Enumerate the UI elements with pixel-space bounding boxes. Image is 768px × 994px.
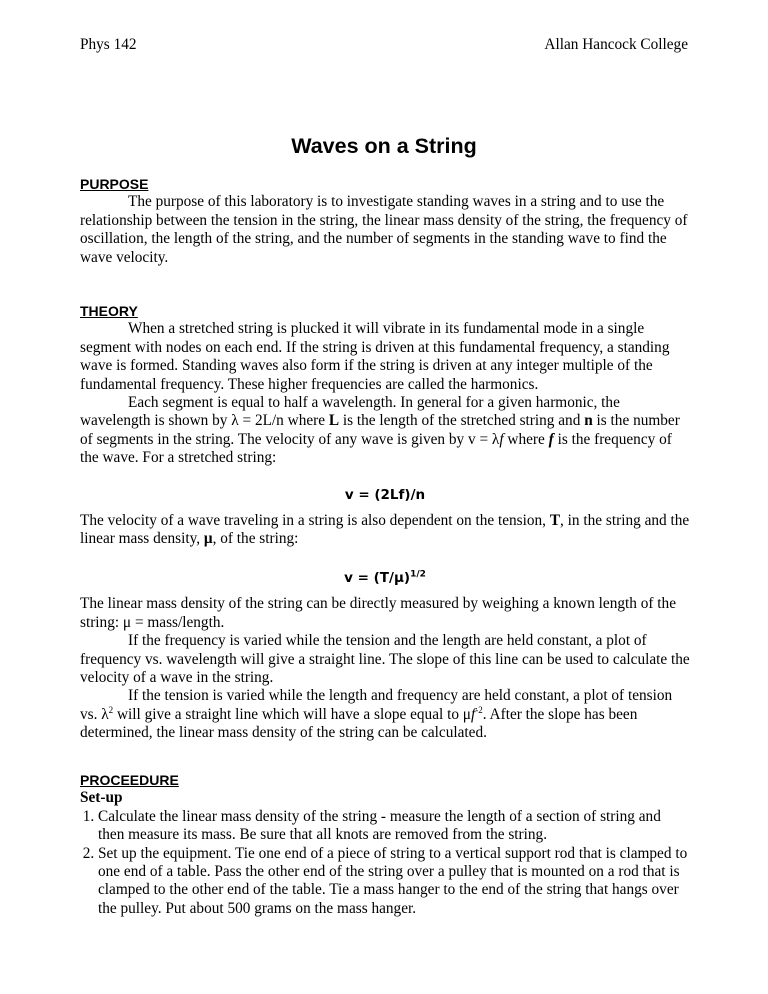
- procedure-section: [80, 771, 690, 918]
- procedure-step: 1. Calculate the linear mass density of the string - measure the length of a section of string and then measure its mass. Be sure that all knots are removed from the string.: [98, 808, 690, 845]
- purpose-text: The purpose of this laboratory is to investigate standing waves in a string and to use the relationship between the tension in the string, the linear mass density of the string, the frequency of oscillation, the length of the string, and the number of segments in the standing wave to find the wave velocity.: [80, 193, 688, 266]
- setup-subheading: Set-up: [80, 789, 123, 807]
- text-run: The velocity of a wave traveling in a string is also dependent on the tension,: [80, 512, 550, 530]
- procedure-heading: PROCEEDURE: [80, 772, 179, 788]
- purpose-heading: PURPOSE: [80, 176, 149, 192]
- text-run: 2: [108, 704, 114, 715]
- text-run: , in the string and the linear mass density,: [80, 512, 690, 548]
- text-run: is the frequency of the wave. For a stretched string:: [80, 430, 672, 467]
- theory-paragraph: When a stretched string is plucked it will vibrate in its fundamental mode in a single segment with nodes on each end. If the string is driven at this fundamental frequency, a standing wave is formed. Standing waves also form if the string is driven at any integer multiple of the fundamental frequency. These higher frequencies are called the harmonics.: [80, 320, 670, 393]
- text-run: T: [549, 512, 561, 530]
- theory-paragraph: If the frequency is varied while the tension and the length are held constant, a plot of frequency vs. wavelength will give a straight line. The slope of this line can be used to calculate the velocity of a wave in the string.: [80, 632, 690, 686]
- text-run: Each segment is equal to half a wavelength. In general for a given harmonic, the wavelength is shown by λ = 2L/n where: [80, 394, 620, 430]
- theory-paragraph: [80, 687, 690, 742]
- text-run: If the tension is varied while the length and frequency are held constant, a plot of tension vs. λ: [80, 687, 673, 723]
- text-run: f: [471, 705, 476, 723]
- text-run: μ: [203, 530, 213, 548]
- text-run: L: [328, 412, 340, 430]
- course-label: Phys 142: [80, 36, 137, 53]
- text-run: f: [548, 430, 554, 448]
- purpose-section: [80, 175, 690, 267]
- procedure-step: 2. Set up the equipment. Tie one end of a piece of string to a vertical support rod that is clamped to one end of a table. Pass the other end of the string over a pulley that is mounted on a rod that is clamped to the other end of the table. Tie a mass hanger to the end of the string that hangs over the pulley. Put about 500 grams on the mass hanger.: [98, 845, 690, 919]
- college-label: Allan Hancock College: [544, 36, 688, 53]
- theory-paragraph: The linear mass density of the string can be directly measured by weighing a known length of the string: μ = mass/length.: [80, 595, 676, 631]
- theory-heading: THEORY: [80, 303, 138, 319]
- text-run: n: [584, 412, 593, 430]
- text-run: is the length of the stretched string and: [339, 412, 585, 430]
- equation-velocity-frequency: v = (2Lf)/n: [344, 486, 426, 503]
- text-run: , of the string:: [212, 530, 299, 548]
- equation-velocity-tension: [80, 569, 690, 587]
- theory-section: [80, 302, 690, 743]
- text-run: 1/2: [410, 569, 426, 580]
- theory-paragraph: [80, 394, 690, 468]
- text-run: . After the slope has been determined, the linear mass density of the string can be calculated.: [80, 705, 638, 742]
- text-run: will give a straight line which will have a slope equal to μ: [113, 705, 471, 723]
- text-run: v = (T/μ): [344, 569, 411, 586]
- page-title: Waves on a String: [291, 134, 477, 158]
- text-run: -2: [475, 704, 483, 715]
- theory-paragraph: [80, 512, 690, 549]
- text-run: is the number of segments in the string. The velocity of any wave is given by v = λ: [80, 412, 680, 448]
- text-run: f: [499, 430, 504, 448]
- text-run: where: [503, 430, 549, 448]
